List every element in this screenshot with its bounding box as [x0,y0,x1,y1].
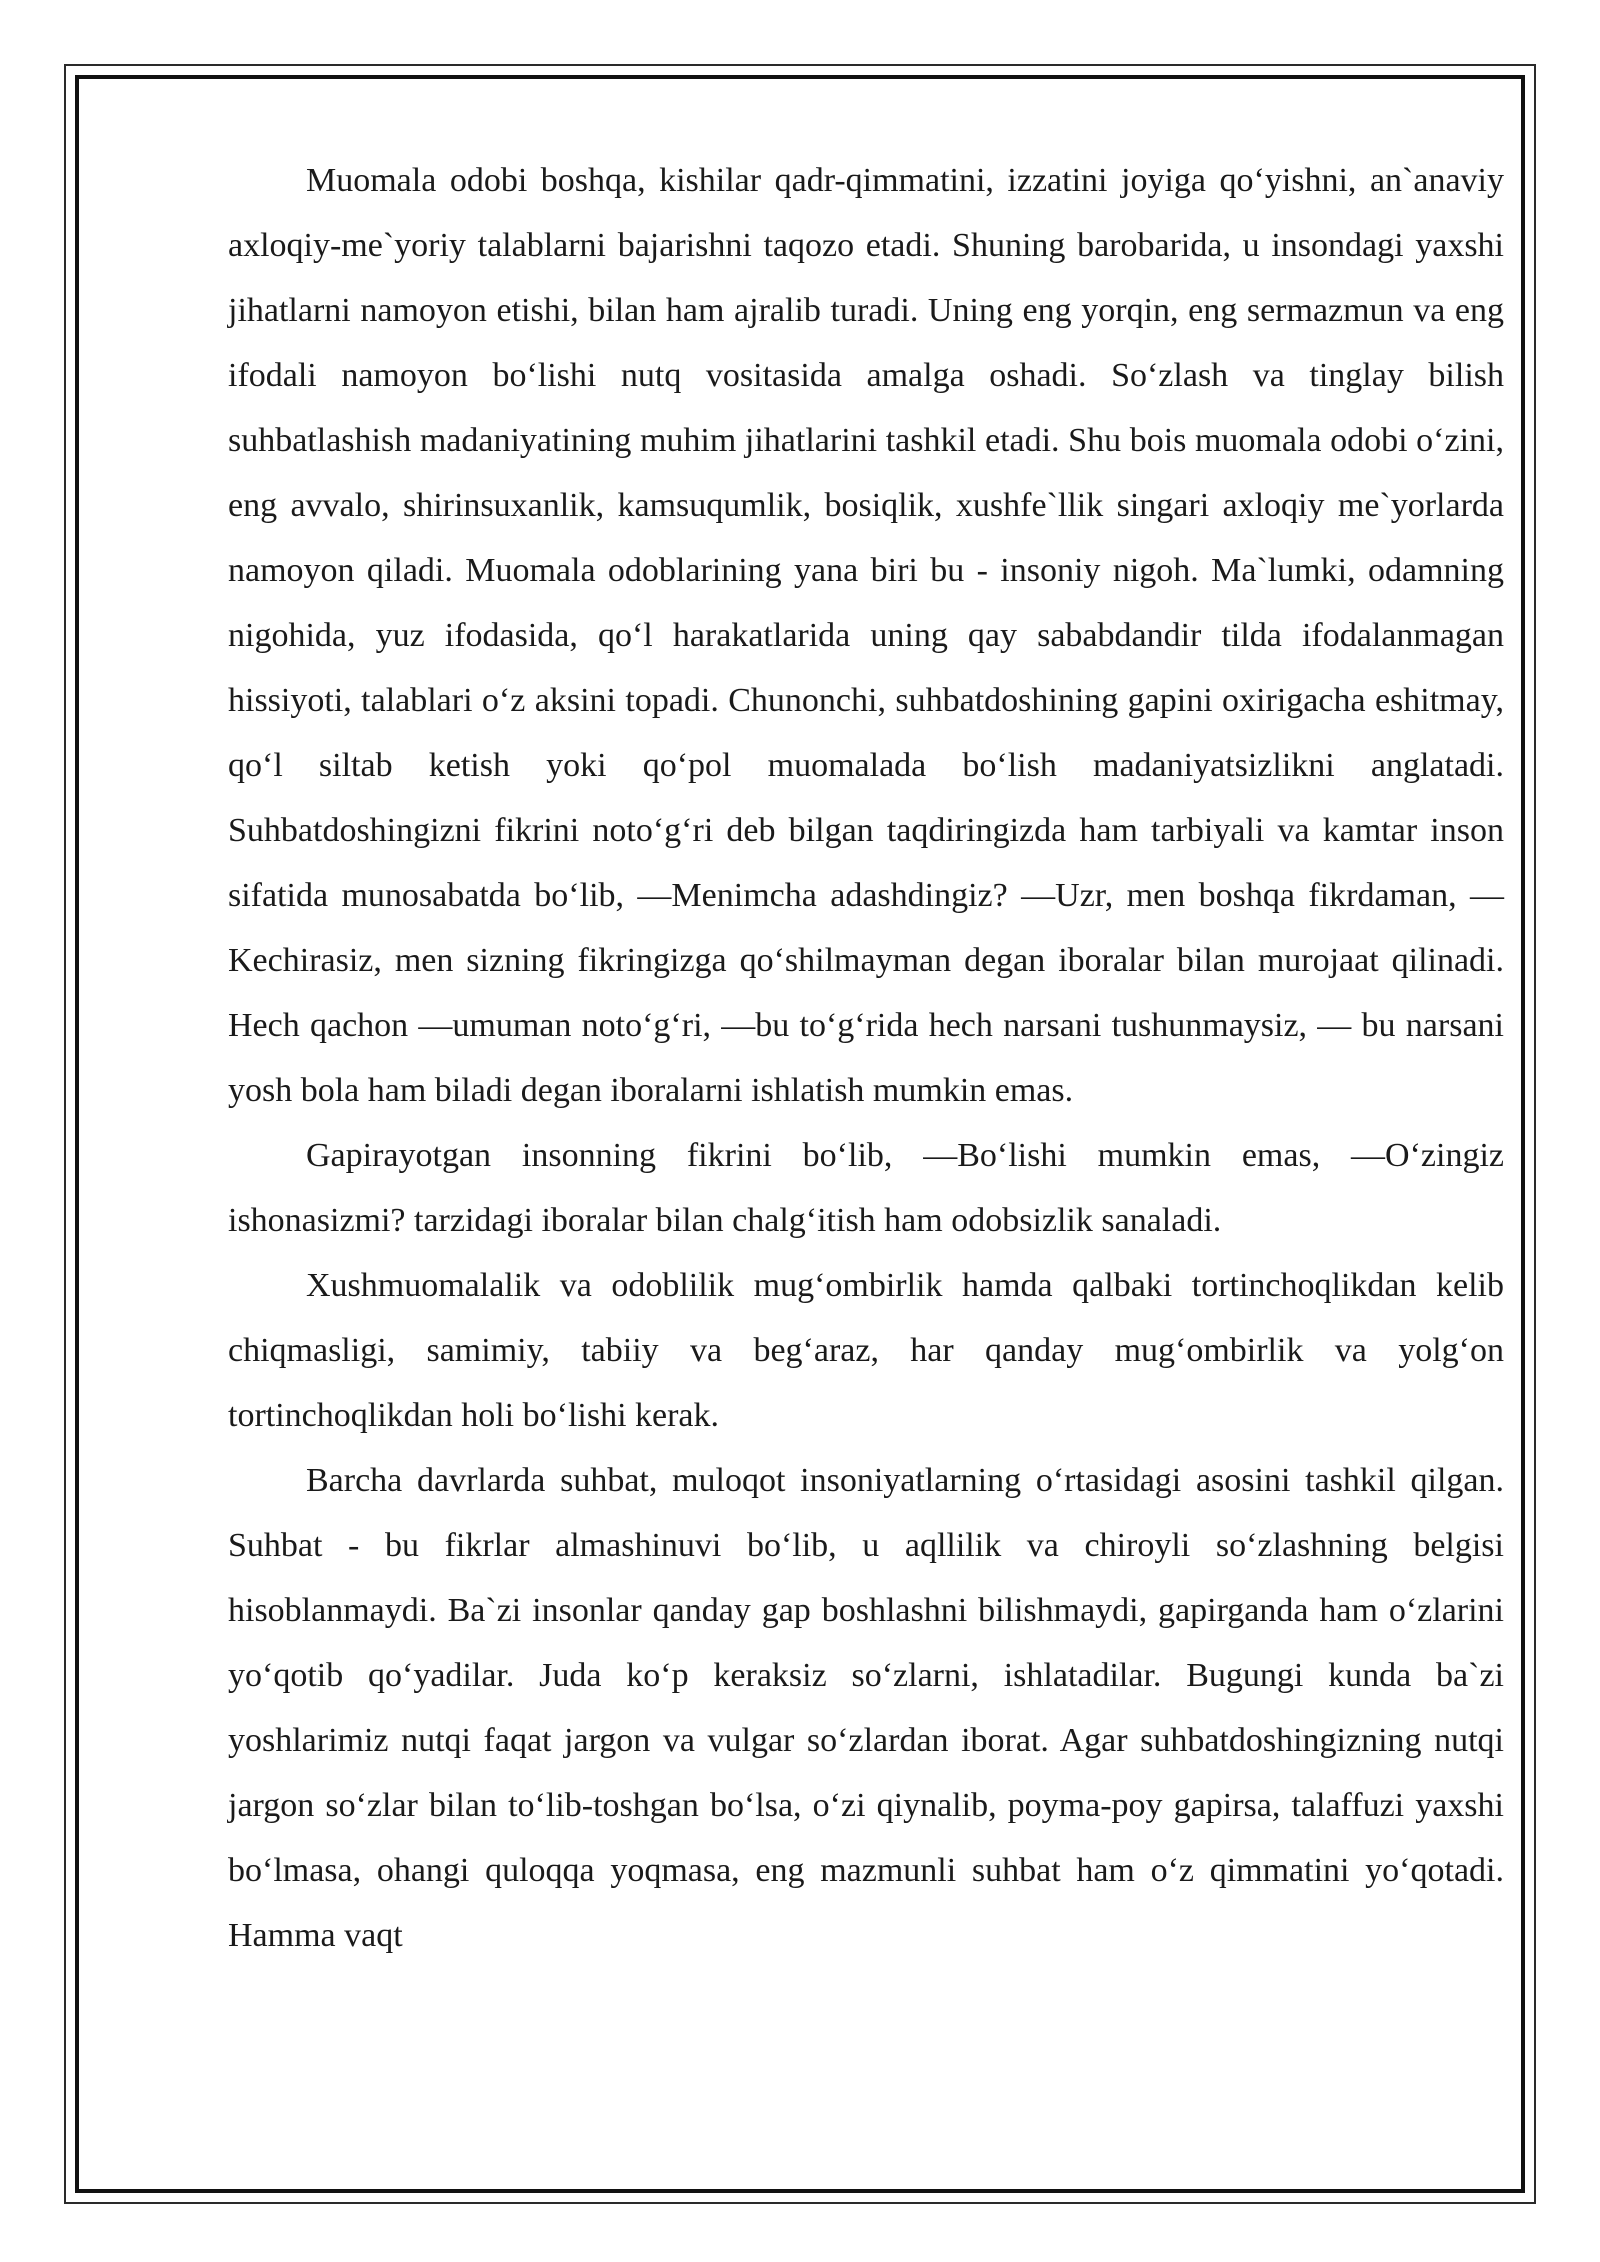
paragraph-3: Xushmuomalalik va odoblilik mug‘ombirlik hamda qalbaki tortinchoqlikdan kelib chiqmasligi, samimiy, tabiiy va beg‘araz, har qanday mug‘ombirlik va yolg‘on tortinchoqlikdan holi bo‘lishi kerak. [228,1267,1504,1434]
paragraph-2: Gapirayotgan insonning fikrini bo‘lib, —Bo‘lishi mumkin emas, —O‘zingiz ishonasizmi? tarzidagi iboralar bilan chalg‘itish ham odobsizlik sanaladi. [228,1137,1504,1239]
paragraph-1: Muomala odobi boshqa, kishilar qadr-qimmatini, izzatini joyiga qo‘yishni, an`anaviy axloqiy-me`yoriy talablarni bajarishni taqozo etadi. Shuning barobarida, u insondagi yaxshi jihatlarni namoyon etishi, bilan ham ajralib turadi. Uning eng yorqin, eng sermazmun va eng ifodali namoyon bo‘lishi nutq vositasida amalga oshadi. So‘zlash va tinglay bilish suhbatlashish madaniyatining muhim jihatlarini tashkil etadi. Shu bois muomala odobi o‘zini, eng avvalo, shirinsuxanlik, kamsuqumlik, bosiqlik, xushfe`llik singari axloqiy me`yorlarda namoyon qiladi. Muomala odoblarining yana biri bu - insoniy nigoh. Ma`lumki, odamning nigohida, yuz ifodasida, qo‘l harakatlarida uning qay sababdandir tilda ifodalanmagan hissiyoti, talablari o‘z aksini topadi. Chunonchi, suhbatdoshining gapini oxirigacha eshitmay, qo‘l siltab ketish yoki qo‘pol muomalada bo‘lish madaniyatsizlikni anglatadi. Suhbatdoshingizni fikrini noto‘g‘ri deb bilgan taqdiringizda ham tarbiyali va kamtar inson sifatida munosabatda bo‘lib, —Menimcha adashdingiz? —Uzr, men boshqa fikrdaman, — Kechirasiz, men sizning fikringizga qo‘shilmayman degan iboralar bilan murojaat qilinadi. Hech qachon —umuman noto‘g‘ri, —bu to‘g‘rida hech narsani tushunmaysiz, — bu narsani yosh bola ham biladi degan iboralarni ishlatish mumkin emas. [228,162,1504,1109]
document-body [228,148,1504,1968]
paragraph-4: Barcha davrlarda suhbat, muloqot insoniyatlarning o‘rtasidagi asosini tashkil qilgan. Suhbat - bu fikrlar almashinuvi bo‘lib, u aqllilik va chiroyli so‘zlashning belgisi hisoblanmaydi. Ba`zi insonlar qanday gap boshlashni bilishmaydi, gapirganda ham o‘zlarini yo‘qotib qo‘yadilar. Juda ko‘p keraksiz so‘zlarni, ishlatadilar. Bugungi kunda ba`zi yoshlarimiz nutqi faqat jargon va vulgar so‘zlardan iborat. Agar suhbatdoshingizning nutqi jargon so‘zlar bilan to‘lib-toshgan bo‘lsa, o‘zi qiynalib, poyma-poy gapirsa, talaffuzi yaxshi bo‘lmasa, ohangi quloqqa yoqmasa, eng mazmunli suhbat ham o‘z qimmatini yo‘qotadi. Hamma vaqt [228,1462,1504,1954]
